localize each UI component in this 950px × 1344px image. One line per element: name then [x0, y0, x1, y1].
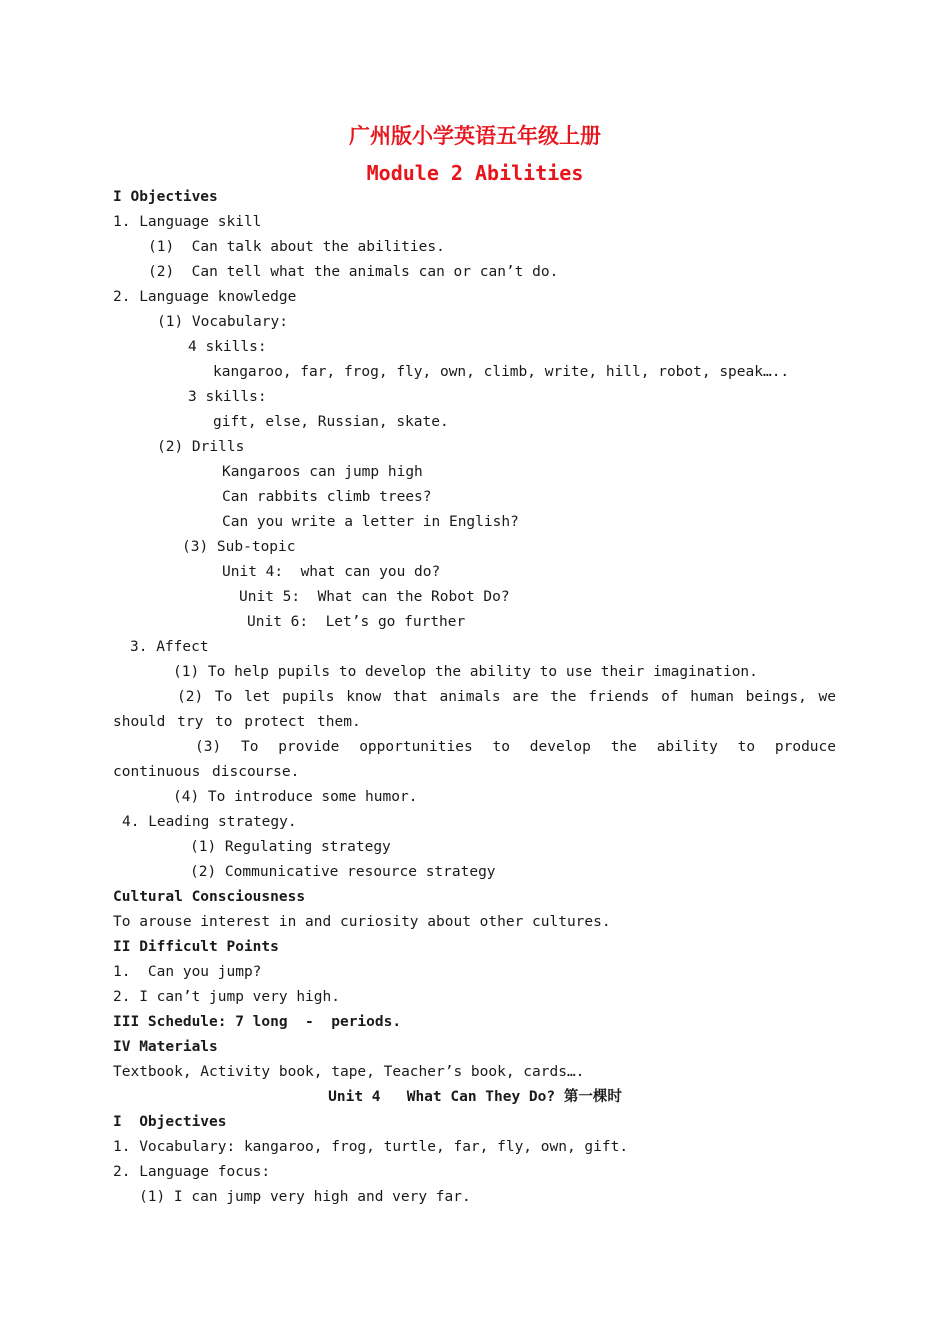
language-skill-sub-2: (2) Can tell what the animals can or can’t do. [148, 264, 559, 280]
sub-topic-item: (3) Sub-topic [182, 539, 296, 555]
drill-sentence: Can rabbits climb trees? [222, 489, 432, 505]
drills-item: (2) Drills [157, 439, 245, 455]
affect-item: 3. Affect [130, 639, 209, 655]
drill-sentence: Can you write a letter in English? [222, 514, 519, 530]
cultural-consciousness-heading: Cultural Consciousness [113, 889, 306, 905]
strategy-sub-1: (1) Regulating strategy [190, 839, 391, 855]
objectives-heading: I Objectives [113, 189, 218, 205]
difficult-point: 1. Can you jump? [113, 964, 262, 980]
unit-title: Unit 4 What Can They Do? 第一棵时 [328, 1089, 622, 1105]
materials-text: Textbook, Activity book, tape, Teacher’s book, cards…. [113, 1064, 585, 1080]
unit-vocabulary: 1. Vocabulary: kangaroo, frog, turtle, far, fly, own, gift. [113, 1139, 629, 1155]
three-skills-label: 3 skills: [188, 389, 267, 405]
affect-sub-1: (1) To help pupils to develop the ability to use their imagination. [173, 664, 758, 680]
unit-objectives-heading: I Objectives [113, 1114, 227, 1130]
language-skill-sub-1: (1) Can talk about the abilities. [148, 239, 445, 255]
unit-5-topic: Unit 5: What can the Robot Do? [239, 589, 510, 605]
strategy-sub-2: (2) Communicative resource strategy [190, 864, 496, 880]
unit-language-focus: 2. Language focus: [113, 1164, 271, 1180]
unit-language-focus-sub-1: (1) I can jump very high and very far. [139, 1189, 471, 1205]
unit-6-topic: Unit 6: Let’s go further [247, 614, 466, 630]
language-skill-item: 1. Language skill [113, 214, 262, 230]
four-skills-label: 4 skills: [188, 339, 267, 355]
four-skills-words: kangaroo, far, frog, fly, own, climb, write, hill, robot, speak….. [213, 364, 790, 380]
affect-sub-2: (2) To let pupils know that animals are the friends of human beings, we should try to protect them. [113, 689, 836, 730]
drill-sentence: Kangaroos can jump high [222, 464, 423, 480]
affect-sub-4: (4) To introduce some humor. [173, 789, 418, 805]
unit-4-topic: Unit 4: what can you do? [222, 564, 441, 580]
language-knowledge-item: 2. Language knowledge [113, 289, 297, 305]
difficult-point: 2. I can’t jump very high. [113, 989, 340, 1005]
document-title-chinese: 广州版小学英语五年级上册 [349, 124, 601, 148]
materials-heading: IV Materials [113, 1039, 218, 1055]
module-title: Module 2 Abilities [366, 161, 584, 185]
difficult-points-heading: II Difficult Points [113, 939, 279, 955]
affect-sub-3: (3) To provide opportunities to develop the ability to produce continuous discourse. [113, 739, 836, 780]
vocabulary-item: (1) Vocabulary: [157, 314, 288, 330]
schedule-heading: III Schedule: 7 long - periods. [113, 1014, 402, 1030]
three-skills-words: gift, else, Russian, skate. [213, 414, 449, 430]
leading-strategy-item: 4. Leading strategy. [122, 814, 297, 830]
cultural-consciousness-text: To arouse interest in and curiosity about other cultures. [113, 914, 611, 930]
